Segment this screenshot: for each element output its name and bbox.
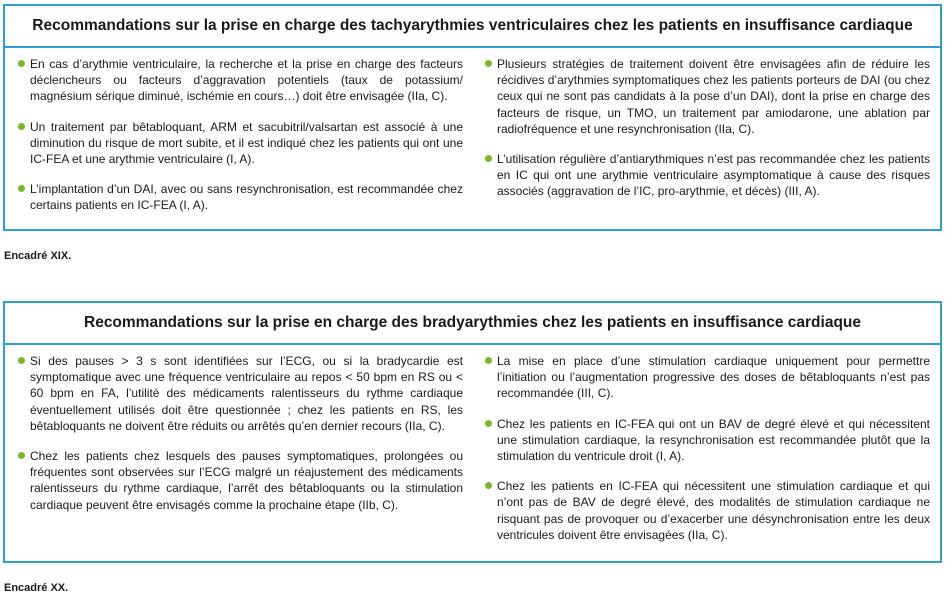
item-text: Plusieurs stratégies de traitement doivent être envisagées afin de réduire les récidives d’arythmies symptomatiques chez les patients porteurs de DAI (ou chez ceux qui ne sont pas candidats à la pose d’un DAI), dont la prise en charge des facteurs de risque, un TMO, un traitement par amiodarone, une ablation par radiofréquence et une resynchronisation (IIa, C). <box>497 57 930 136</box>
list-item <box>17 119 463 168</box>
list-item <box>17 56 463 105</box>
bullet-icon <box>18 60 25 67</box>
list-item <box>17 353 463 434</box>
item-text: L’utilisation régulière d’antiarythmiques n’est pas recommandée chez les patients en IC qui ont une arythmie ventriculaire asymptomatique à cause des risques associés (aggravation de l’IC, pro-arythmie, et décès) (III, A). <box>497 152 930 199</box>
item-text: Chez les patients en IC-FEA qui ont un BAV de degré élevé et qui nécessitent une stimulation cardiaque, la resynchronisation est recommandée plutôt que la stimulation du ventricule droit (I, A). <box>497 416 930 464</box>
list-item <box>484 416 930 465</box>
list-item <box>484 478 930 543</box>
item-text: Chez les patients chez lesquels des pauses symptomatiques, prolongées ou fréquentes sont observées sur l’ECG malgré un réajustement des médicaments ralentisseurs du rythme cardiaque, l’arrêt des bêtabloquants ou la stimulation cardiaque peuvent être envisagés comme la prochaine étape (IIb, C). <box>30 449 463 512</box>
bullet-icon <box>18 357 25 364</box>
item-text: Si des pauses > 3 s sont identifiées sur l’ECG, ou si la bradycardie est symptomatique avec une fréquence ventriculaire au repos < 50 bpm en RS ou < 60 bpm en FA, l’utilité des médicaments ralentisseurs du rythme cardiaque éventuellement utilisés doit être questionnée ; chez les patients en RS, les bêtabloquants ne doivent être réduits ou arrêtés qu’en dernier recours (IIa, C). <box>30 354 463 433</box>
bullet-icon <box>18 123 25 130</box>
left-column <box>17 56 463 228</box>
item-text: Un traitement par bêtabloquant, ARM et sacubitril/valsartan est associé à une diminution du risque de mort subite, et il est indiqué chez les patients qui ont une IC-FEA et une arythmie ventriculaire (I, A). <box>30 119 463 167</box>
box-body <box>5 48 940 228</box>
list-item <box>17 448 463 513</box>
list-item <box>484 56 930 137</box>
item-text: Chez les patients en IC-FEA qui nécessitent une stimulation cardiaque et qui n’ont pas de BAV de degré élevé, des modalités de stimulation cardiaque ne risquant pas de provoquer ou d’exacerber une désynchronisation entre les deux ventricules doivent être envisagées (IIa, C). <box>497 479 930 542</box>
bullet-icon <box>485 155 492 162</box>
bullet-icon <box>485 357 492 364</box>
recommendation-box-tachyarrhythmias <box>3 4 942 231</box>
list-item <box>484 353 930 402</box>
box-caption: Encadré XIX. <box>4 250 72 262</box>
item-text: La mise en place d’une stimulation cardiaque uniquement pour permettre l’initiation ou l’augmentation progressive des doses de bêtabloquants n’est pas recommandée (III, C). <box>497 354 930 401</box>
item-text: L’implantation d’un DAI, avec ou sans resynchronisation, est recommandée chez certains patients en IC-FEA (I, A). <box>30 182 463 213</box>
bullet-icon <box>485 482 492 489</box>
bullet-icon <box>485 60 492 67</box>
recommendation-box-bradyarrhythmias <box>3 301 942 563</box>
list-item <box>484 151 930 200</box>
bullet-icon <box>485 420 492 427</box>
right-column <box>484 56 930 228</box>
right-column <box>484 353 930 557</box>
item-text: En cas d’arythmie ventriculaire, la recherche et la prise en charge des facteurs déclencheurs ou facteurs d’aggravation potentiels (taux de potassium/ magnésium sérique diminué, ischémie en cours…) doit être envisagée (IIa, C). <box>30 57 463 104</box>
box-title: Recommandations sur la prise en charge des bradyarythmies chez les patients en insuffisance cardiaque <box>5 303 940 345</box>
box-title: Recommandations sur la prise en charge des tachyarythmies ventriculaires chez les patients en insuffisance cardiaque <box>5 6 940 48</box>
box-caption: Encadré XX. <box>4 582 69 594</box>
bullet-icon <box>18 185 25 192</box>
list-item <box>17 181 463 213</box>
bullet-icon <box>18 452 25 459</box>
left-column <box>17 353 463 557</box>
box-body <box>5 345 940 557</box>
